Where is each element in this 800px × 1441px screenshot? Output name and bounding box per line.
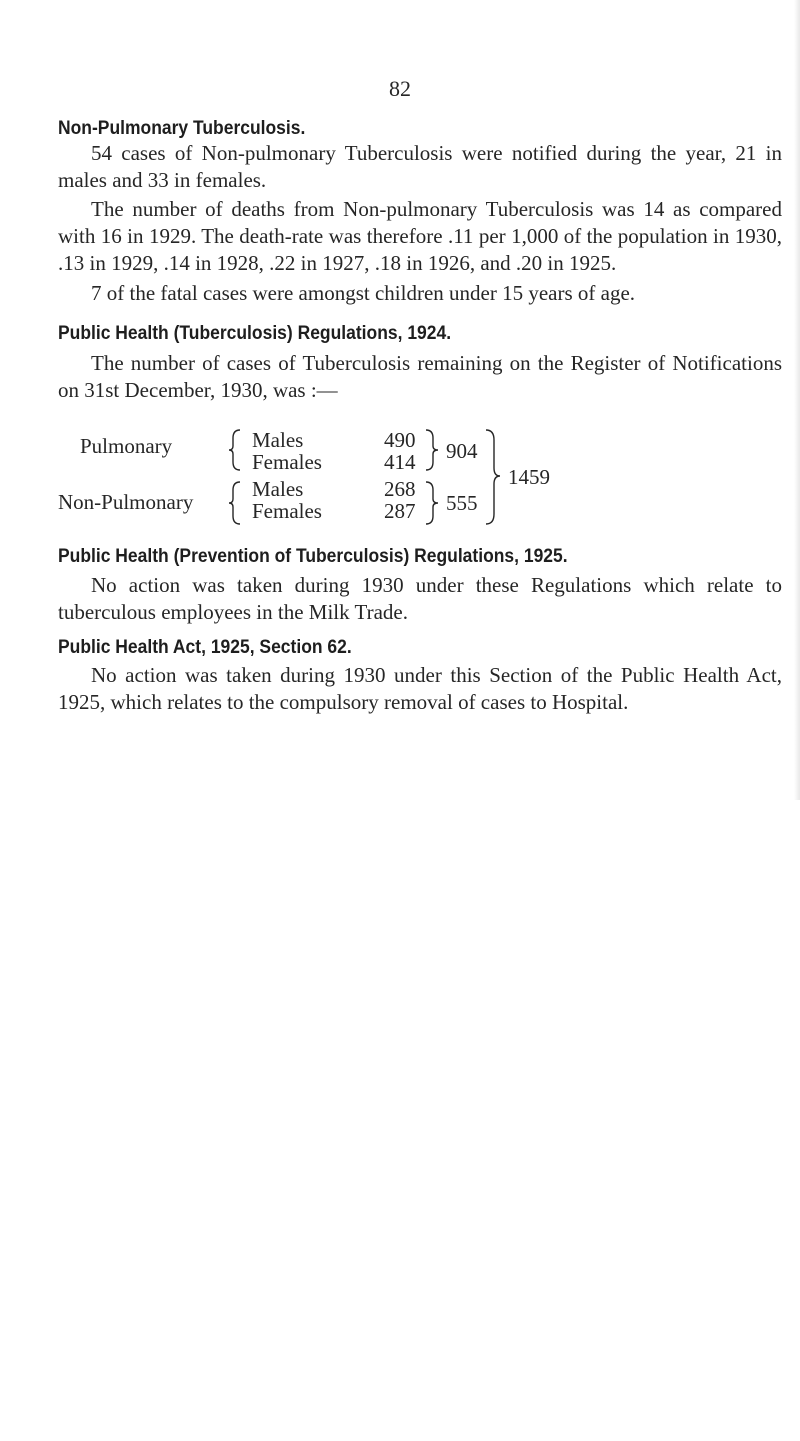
register-sex-label: Females bbox=[252, 499, 322, 523]
heading-regulations-1924: Public Health (Tuberculosis) Regulations, 1924. bbox=[58, 323, 452, 344]
register-sex-label: Females bbox=[252, 450, 322, 474]
register-subtotal: 555 bbox=[446, 491, 478, 515]
heading-non-pulmonary: Non-Pulmonary Tuberculosis. bbox=[58, 118, 306, 139]
subtotal-brace bbox=[423, 480, 441, 526]
register-subtotal: 904 bbox=[446, 439, 478, 463]
subtotal-brace bbox=[423, 428, 441, 472]
group-brace bbox=[228, 480, 244, 526]
register-group-label: Pulmonary bbox=[80, 434, 173, 458]
heading-act-section-62: Public Health Act, 1925, Section 62. bbox=[58, 637, 352, 658]
page-number: 82 bbox=[389, 76, 411, 101]
register-sex-label: Males bbox=[252, 477, 304, 501]
register-count: 268 bbox=[384, 477, 416, 501]
register-total: 1459 bbox=[508, 465, 550, 489]
paragraph-notified-cases: 54 cases of Non-pulmonary Tuberculosis were notified during the year, 21 in males and 33 in females. bbox=[58, 141, 782, 192]
paragraph-milk-trade: No action was taken during 1930 under these Regulations which relate to tuberculous employees in the Milk Trade. bbox=[58, 573, 782, 624]
paragraph-compulsory-removal: No action was taken during 1930 under this Section of the Public Health Act, 1925, which relates to the compulsory removal of cases to Hospital. bbox=[58, 663, 782, 714]
page-edge-shadow bbox=[794, 0, 800, 800]
register-count: 490 bbox=[384, 428, 416, 452]
paragraph-fatal-children: 7 of the fatal cases were amongst children under 15 years of age. bbox=[91, 281, 636, 305]
paragraph-death-rate: The number of deaths from Non-pulmonary Tuberculosis was 14 as compared with 16 in 1929. The death-rate was therefore .11 per 1,000 of the population in 1930, .13 in 1929, .14 in 1928, .22 in 1927, .18 in 1926, and .20 in 1925. bbox=[58, 197, 782, 275]
register-count: 287 bbox=[384, 499, 416, 523]
heading-regulations-1925: Public Health (Prevention of Tuberculosis) Regulations, 1925. bbox=[58, 546, 568, 567]
paragraph-register-intro: The number of cases of Tuberculosis remaining on the Register of Notifications on 31st December, 1930, was :— bbox=[58, 351, 782, 402]
total-brace bbox=[483, 428, 503, 526]
group-brace bbox=[228, 428, 244, 472]
register-group-label: Non-Pulmonary bbox=[58, 490, 194, 514]
register-sex-label: Males bbox=[252, 428, 304, 452]
register-count: 414 bbox=[384, 450, 416, 474]
